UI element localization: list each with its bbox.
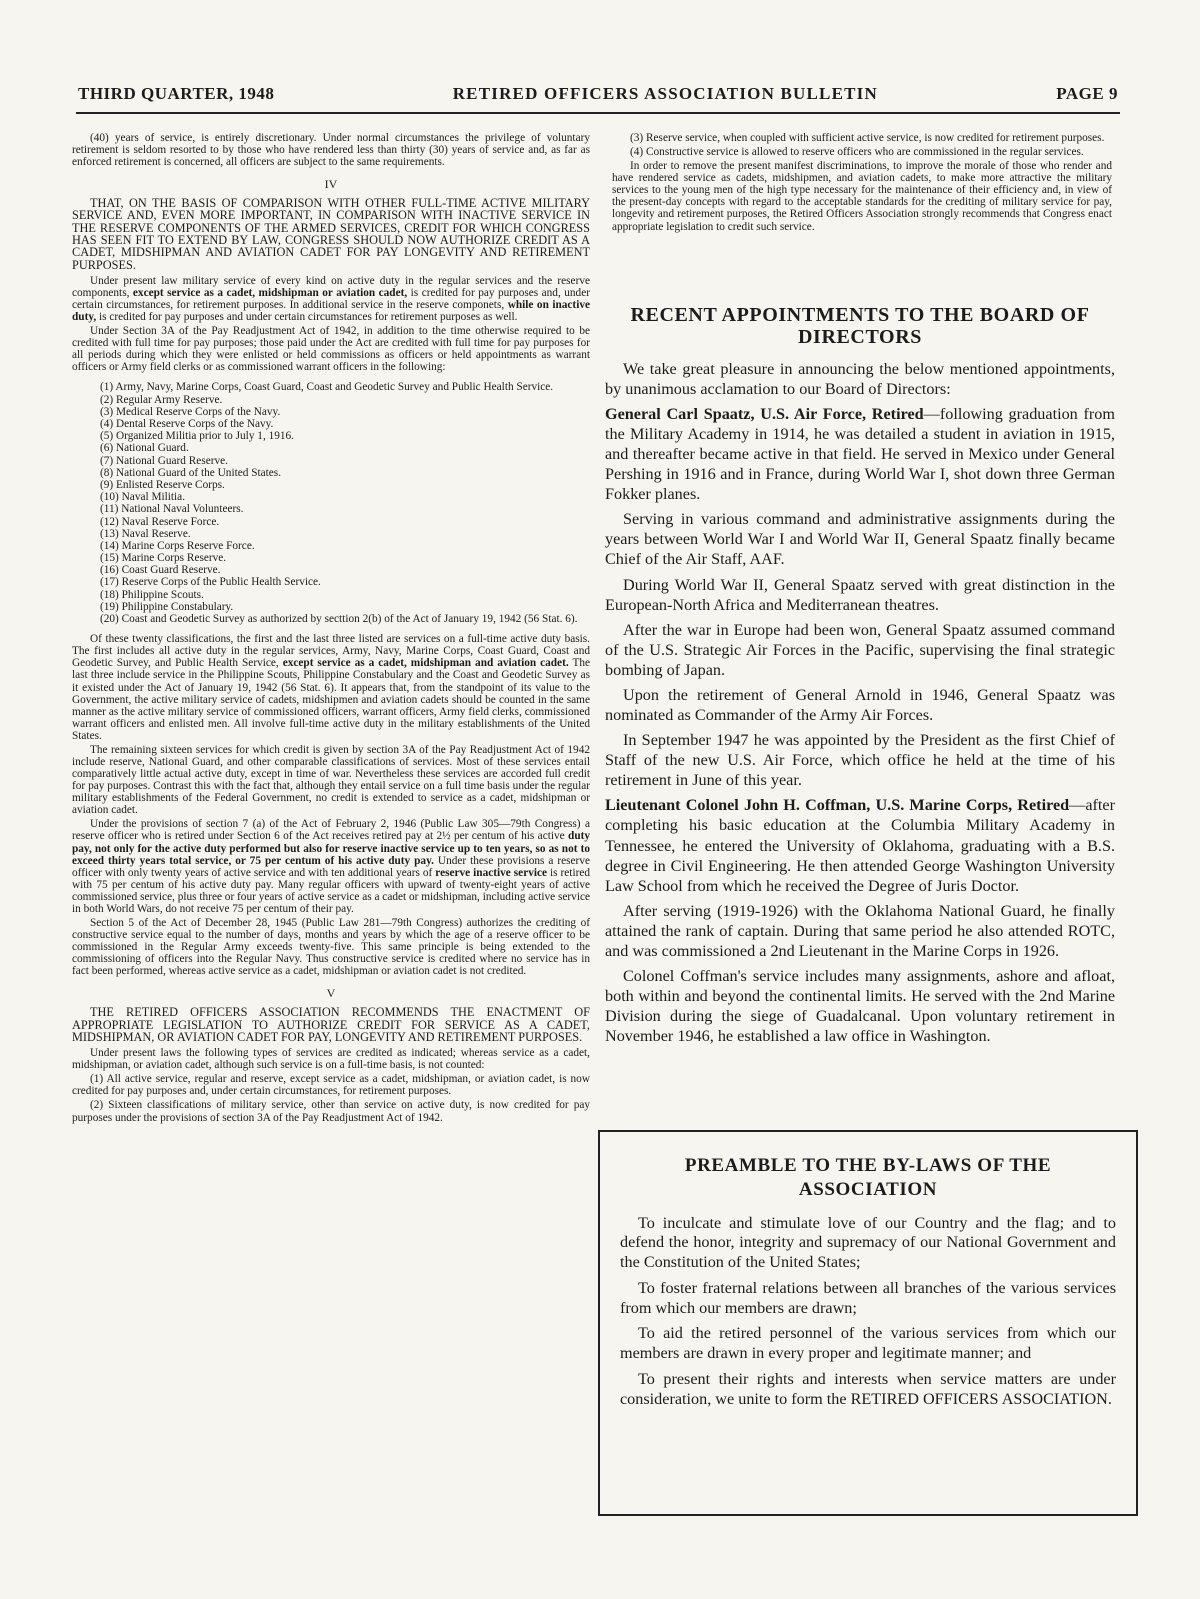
appointments-section [605, 302, 1115, 1132]
list-item: (1) Army, Navy, Marine Corps, Coast Guard, Coast and Geodetic Survey and Public Health Service. [100, 381, 554, 394]
list-item: (2) Regular Army Reserve. [100, 393, 223, 406]
paragraph: Under present laws the following types of services are credited as indicated; whereas service as a cadet, midshipman, or aviation cadet, although such service is on a full-time basis, is not counted: [72, 1047, 590, 1072]
list-item: (9) Enlisted Reserve Corps. [100, 478, 225, 491]
appointee-name: Lieutenant Colonel John H. Coffman, U.S. Marine Corps, Retired [605, 796, 1070, 815]
left-column [72, 132, 590, 1562]
bold-run: except service as a cadet, midshipman and aviation cadet. [282, 657, 569, 670]
paragraph: Colonel Coffman's service includes many assignments, ashore and afloat, both within and beyond the continental limits. He served with the 2nd Marine Division during the siege of Guadalcanal. Upon voluntary retirement in November 1946, he established a law office in Washington. [605, 966, 1115, 1046]
list-item: (20) Coast and Geodetic Survey as authorized by secttion 2(b) of the Act of January 19, 1942 (56 Stat. 6). [100, 613, 578, 626]
resolution-iv: THAT, ON THE BASIS OF COMPARISON WITH OTHER FULL-TIME ACTIVE MILITARY SERVICE AND, EVEN MORE IMPORTANT, IN COMPARISON WITH INACTIVE SERVICE IN THE RESERVE COMPONENTS OF THE ARMED SERVICES, CREDIT FOR WHICH CONGRESS HAS SEEN FIT TO EXTEND BY LAW, CONGRESS SHOULD NOW AUTHORIZE CREDIT AS A CADET, MIDSHIPMAN AND AVIATION CADET FOR PAY LONGEVITY AND RETIREMENT PURPOSES. [72, 196, 590, 272]
text-run: —following graduation from the Military Academy in 1914, he was detailed a student in aviation in 1915, and thereafter became active in that field. He served in Mexico under General Pershing in 1916 and in France, during World War I, shot down three German Fokker planes. [605, 404, 1115, 504]
list-item: (11) National Naval Volunteers. [100, 503, 244, 516]
list-item: (13) Naval Reserve. [100, 527, 191, 540]
list-item: (16) Coast Guard Reserve. [100, 564, 221, 577]
paragraph [72, 633, 590, 742]
bold-run: duty pay, not only for the active duty performed but also for reserve inactive service up to ten years, so as not to exceed thirty years total service, or 75 per centum of his active duty pay. [72, 830, 590, 867]
list-item: (6) National Guard. [100, 442, 189, 455]
list-item: (12) Naval Reserve Force. [100, 515, 220, 528]
paragraph: Serving in various command and administrative assignments during the years between World War I and World War II, General Spaatz finally became Chief of the Air Staff, AAF. [605, 510, 1115, 569]
list-item: (4) Dental Reserve Corps of the Navy. [100, 418, 274, 431]
paragraph: (2) Sixteen classifications of military service, other than service on active duty, is now credited for pay purposes under the provisions of section 3A of the Pay Readjustment Act of 1942. [72, 1099, 590, 1124]
list-item: (14) Marine Corps Reserve Force. [100, 539, 255, 552]
text-run: —after completing his basic education at the Columbia Military Academy in Tennessee, he entered the University of Oklahoma, graduating with a B.S. degree in Civil Engineering. He then attended George Washington University Law School from which he received the Degree of Juris Doctor. [605, 796, 1115, 895]
paragraph: To aid the retired personnel of the various services from which our members are drawn in every proper and legitimate manner; and [620, 1324, 1116, 1363]
list-item: (18) Philippine Scouts. [100, 588, 204, 601]
paragraph: After serving (1919-1926) with the Oklahoma National Guard, he finally attained the rank of captain. During that same period he also attended ROTC, and was commissioned a 2nd Lieutenant in the Marine Corps in 1926. [605, 901, 1115, 960]
paragraph: In September 1947 he was appointed by the President as the first Chief of Staff of the new U.S. Air Force, which office he held at the time of his retirement in June of this year. [605, 731, 1115, 790]
paragraph: (3) Reserve service, when coupled with sufficient active service, is now credited for retirement purposes. [630, 132, 1105, 144]
page-header [78, 84, 1118, 110]
bold-run: reserve inactive service [435, 866, 548, 879]
text-run: is credited for pay purposes and, under certain circumstances, for retirement purposes. In additional service in the reserve componets, [72, 286, 590, 311]
paragraph: Under Section 3A of the Pay Readjustment Act of 1942, in addition to the time otherwise required to be credited with full time for pay purposes; those paid under the Act are credited with full time for pay purposes for all periods during which they were enlisted or held commissions as officers or held appointments as warrant officers or Army field clerks or as commissioned warrant officers in the following: [72, 325, 590, 374]
publication-title: RETIRED OFFICERS ASSOCIATION BULLETIN [452, 84, 878, 103]
paragraph [605, 404, 1115, 504]
issue-date: THIRD QUARTER, 1948 [78, 84, 275, 103]
text-run: is credited for pay purposes and under certain circumstances for retirement purposes as well. [99, 311, 518, 324]
section-numeral: V [326, 986, 336, 1001]
paragraph: (4) Constructive service is allowed to reserve officers who are commissioned in the regular services. [630, 146, 1084, 159]
bold-run: except service as a cadet, midshipman or aviation cadet, [132, 286, 408, 299]
page-number: PAGE 9 [1056, 84, 1118, 103]
header-rule [76, 112, 1120, 114]
paragraph: (1) All active service, regular and reserve, except service as a cadet, midshipman, or aviation cadet, is now credited for pay purposes and, under certain circumstances, for retirement purposes. [72, 1073, 590, 1098]
list-item: (15) Marine Corps Reserve. [100, 552, 227, 565]
paragraph: During World War II, General Spaatz served with great distinction in the European-North Africa and Mediterranean theatres. [605, 575, 1115, 614]
text-run: is retired with 75 per centum of his active duty pay. Many regular officers with upward of twenty-eight years of active commissioned service, plus three or four years of active service as a cadet or midshipman, including active service in both World Wars, do not receive 75 per centum of their pay. [72, 866, 590, 915]
list-item: (3) Medical Reserve Corps of the Navy. [100, 405, 281, 418]
paragraph: In order to remove the present manifest discriminations, to improve the morale of those who render and have rendered service as cadets, midshipmen, and aviation cadets, to make more attractive the military services to the young men of the high type necessary for the maintenance of their efficiency and, in view of the present-day concepts with regard to the acceptable standards for the crediting of military service for pay, longevity and retirement purposes, the Retired Officers Association strongly recommends that Congress enact appropriate legislation to credit such service. [612, 160, 1112, 233]
paragraph [72, 275, 590, 323]
text-run: Under these provisions a reserve officer with only twenty years of active service and with ten additional years of [72, 854, 590, 879]
paragraph: After the war in Europe had been won, General Spaatz assumed command of the U.S. Strategic Air Forces in the Pacific, supervising the final strategic bombing of Japan. [605, 620, 1115, 679]
text-run: Of these twenty classifications, the first and the last three listed are services on a full-time active duty basis. The first includes all active duty in the regular services, Army, Navy, Marine Corps, Coast Guard, Coast and Geodetic Survey, and Public Health Service, [72, 633, 590, 670]
paragraph: We take great pleasure in announcing the below mentioned appointments, by unanimous acclamation to our Board of Directors: [605, 359, 1115, 398]
section-numeral: IV [324, 177, 338, 192]
text-run: Under present law military service of every kind on active duty in the regular services and the reserve components, [72, 274, 590, 299]
list-item: (7) National Guard Reserve. [100, 454, 228, 467]
list-item: (19) Philippine Constabulary. [100, 600, 234, 613]
resolution-v: THE RETIRED OFFICERS ASSOCIATION RECOMMENDS THE ENACTMENT OF APPROPRIATE LEGISLATION TO AUTHORIZE CREDIT FOR SERVICE AS A CADET, MIDSHIPMAN, OR AVIATION CADET FOR PAY, LONGEVITY AND RETIREMENT PURPOSES. [72, 1005, 590, 1044]
text-run: Under the provisions of section 7 (a) of the Act of February 2, 1946 (Public Law 305—79th Congress) a reserve officer who is retired under Section 6 of the Act receives retired pay at 2½ per centum of his active [72, 818, 590, 843]
paragraph: (40) years of service, is entirely discretionary. Under normal circumstances the privilege of voluntary retirement is seldom resorted to by those who have rendered less than thirty (30) years of service and, as far as enforced retirement is concerned, all officers are subject to the same requirements. [72, 132, 590, 169]
list-item: (10) Naval Militia. [100, 491, 186, 504]
list-item: (17) Reserve Corps of the Public Health Service. [100, 576, 321, 589]
paragraph [605, 795, 1115, 895]
section-title: RECENT APPOINTMENTS TO THE BOARD OF DIRECTORS [630, 304, 1090, 349]
paragraph: Section 5 of the Act of December 28, 1945 (Public Law 281—79th Congress) authorizes the crediting of constructive service equal to the number of days, months and years by which the age of a reserve officer to be commissioned in the Regular Army exceeds twenty-five. This same principle is being extended to the commissioning of officers into the Regular Navy. Thus constructive service is credited where no service has in fact been performed, whereas active service as a cadet, midshipman or aviation cadet is not credited. [72, 917, 590, 978]
list-item: (8) National Guard of the United States. [100, 466, 282, 479]
list-item: (5) Organized Militia prior to July 1, 1916. [100, 430, 295, 443]
paragraph [72, 818, 590, 915]
paragraph: To present their rights and interests when service matters are under consideration, we unite to form the RETIRED OFFICERS ASSOCIATION. [620, 1369, 1116, 1408]
appointee-name: General Carl Spaatz, U.S. Air Force, Retired [605, 404, 924, 423]
paragraph: The remaining sixteen services for which credit is given by section 3A of the Pay Readjustment Act of 1942 include reserve, National Guard, and other comparable classifications of services. Most of these services entail comparatively little actual active duty, except in time of war. Nevertheless these services are accorded full credit for pay purposes. Contrast this with the fact that, although they entail service on a full time basis under the regular military establishments of the Federal Government, no credit is extended to service as a cadet, midshipman or aviation cadet. [72, 743, 590, 817]
paragraph: To inculcate and stimulate love of our Country and the flag; and to defend the honor, integrity and supremacy of our National Government and the Constitution of the United States; [620, 1213, 1116, 1272]
service-classifications-list [100, 381, 590, 625]
paragraph: Upon the retirement of General Arnold in 1946, General Spaatz was nominated as Commander of the Army Air Forces. [605, 685, 1115, 725]
paragraph: To foster fraternal relations between all branches of the various services from which our members are drawn; [620, 1278, 1116, 1317]
preamble-box [598, 1130, 1138, 1516]
preamble-title: PREAMBLE TO THE BY-LAWS OF THE ASSOCIATION [684, 1155, 1052, 1200]
right-column-continuation [612, 132, 1112, 292]
text-run: The last three include service in the Philippine Scouts, Philippine Constabulary and the Coast and Geodetic Survey as it existed under the Act of January 19, 1942 (56 Stat. 6). It appears that, from the standpoint of its value to the Government, the active military service of cadets, midshipmen and aviation cadets should be counted in the same manner as the active military service of commissioned officers, warrant officers, Army field clerks, commissioned warrant officers and enlisted men. All involve full-time active duty in the military establishments of the United States. [72, 657, 590, 742]
bold-run: while on inactive duty, [72, 299, 590, 324]
